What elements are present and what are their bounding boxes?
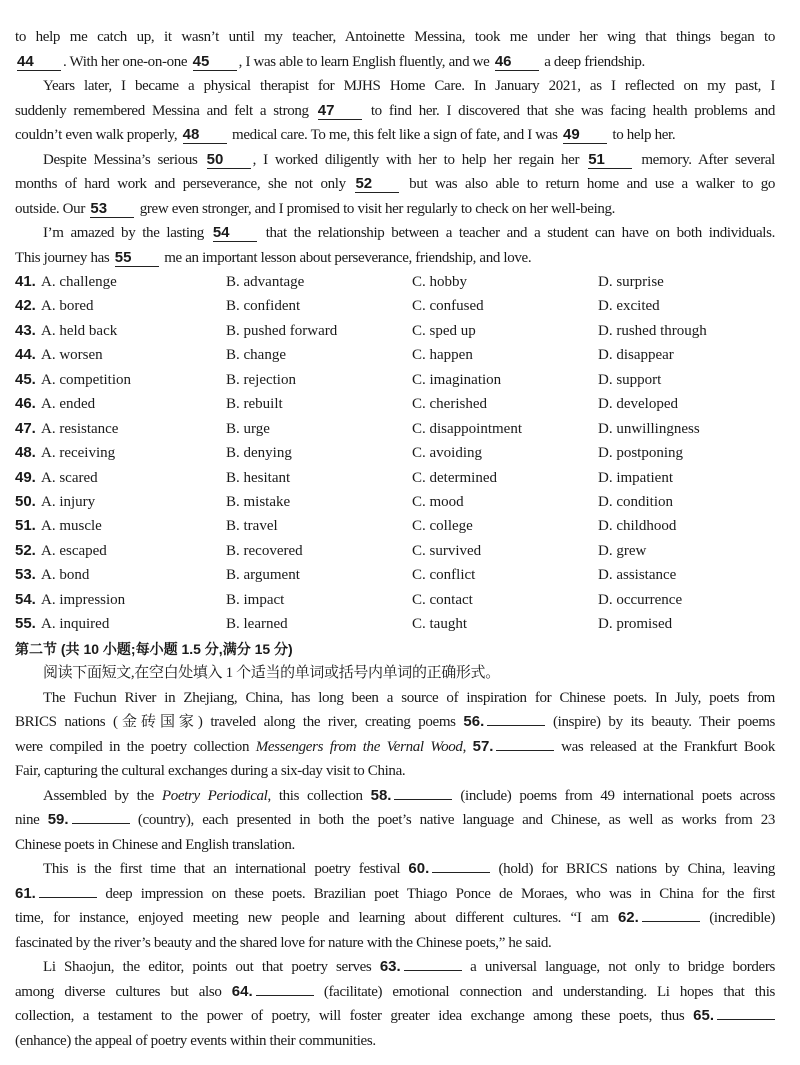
- text-line: [15, 148, 775, 173]
- question-options-row: [15, 294, 775, 318]
- question-number: 45.: [15, 370, 36, 388]
- question-options-row: [15, 343, 775, 367]
- line-text: (inspire) by its beauty. Their poems: [545, 714, 776, 731]
- line-text: I’m amazed by the lasting: [43, 225, 211, 241]
- option-a[interactable]: A. challenge: [41, 274, 117, 290]
- answer-blank[interactable]: 49: [563, 126, 607, 144]
- option-d[interactable]: D. excited: [598, 298, 660, 315]
- question-options-row: [15, 270, 775, 294]
- text-line: [15, 906, 775, 931]
- blank-number: 60.: [408, 860, 430, 878]
- line-text: me an important lesson about perseverance, friendship, and love.: [160, 249, 532, 266]
- question-number: 49.: [15, 468, 36, 486]
- text-line: [15, 759, 775, 784]
- text-line: [15, 661, 775, 686]
- line-text: that the relationship between a teacher and a student can have on both individuals.: [258, 225, 775, 241]
- option-b[interactable]: B. change: [226, 347, 286, 364]
- text-line: [15, 955, 775, 980]
- question-options-row: [15, 392, 775, 416]
- answer-blank[interactable]: 44: [17, 53, 61, 71]
- exam-page: [15, 25, 775, 1053]
- blank-line[interactable]: [487, 713, 545, 726]
- option-c[interactable]: C. imagination: [412, 371, 502, 388]
- option-a[interactable]: A. competition: [41, 371, 131, 388]
- line-text: fascinated by the river’s beauty and the shared love for nature with the Chinese poets,” he said.: [15, 934, 552, 951]
- blank-number: 57.: [472, 737, 494, 755]
- cloze-passage: [15, 25, 775, 270]
- answer-blank[interactable]: 50: [207, 151, 251, 169]
- text-line: [15, 50, 775, 75]
- option-c[interactable]: C. hobby: [412, 274, 468, 290]
- option-c[interactable]: C. disappointment: [412, 420, 522, 437]
- question-number: 41.: [15, 273, 36, 290]
- answer-blank[interactable]: 46: [495, 53, 539, 71]
- answer-blank[interactable]: 45: [193, 53, 237, 71]
- text-line: [15, 74, 775, 99]
- line-text: 阅读下面短文,在空白处填入 1 个适当的单词或括号内单词的正确形式。: [43, 665, 500, 682]
- line-text: (include) poems from 49 international poets across: [452, 787, 775, 804]
- text-line: [15, 710, 775, 735]
- blank-line[interactable]: [496, 738, 554, 751]
- line-text: were compiled in the poetry collection: [15, 738, 256, 755]
- option-c[interactable]: C. contact: [412, 591, 473, 608]
- option-b[interactable]: B. learned: [226, 616, 288, 633]
- option-d[interactable]: D. postponing: [598, 445, 684, 462]
- question-number: 52.: [15, 541, 36, 559]
- option-b[interactable]: B. urge: [226, 420, 270, 437]
- option-a[interactable]: A. resistance: [41, 420, 119, 437]
- line-text: , I was able to learn English fluently, and we: [238, 53, 493, 70]
- text-line: [15, 735, 775, 760]
- line-text: (facilitate) emotional connection and understanding. Li hopes that this: [313, 983, 775, 1000]
- text-line: [15, 686, 775, 711]
- line-text: Chinese poets in Chinese and English translation.: [15, 836, 295, 853]
- option-a[interactable]: A. ended: [41, 396, 96, 413]
- text-line: [15, 221, 775, 246]
- text-line: [15, 1029, 775, 1054]
- option-a[interactable]: A. worsen: [41, 347, 103, 364]
- option-a[interactable]: A. muscle: [41, 518, 102, 535]
- blank-line[interactable]: [717, 1007, 775, 1020]
- option-b[interactable]: B. denying: [226, 445, 292, 462]
- option-d[interactable]: D. developed: [598, 396, 678, 413]
- line-text: ,: [462, 738, 473, 755]
- question-options-row: [15, 490, 775, 514]
- question-number: 42.: [15, 297, 36, 315]
- option-c[interactable]: C. survived: [412, 542, 482, 559]
- blank-number: 59.: [47, 811, 69, 829]
- line-text: memory. After several: [634, 151, 775, 168]
- option-b[interactable]: B. travel: [226, 518, 278, 535]
- blank-number: 65.: [693, 1007, 714, 1025]
- answer-blank[interactable]: 54: [213, 224, 257, 242]
- text-line: [15, 882, 775, 907]
- line-text: (enhance) the appeal of poetry events within their communities.: [15, 1032, 376, 1049]
- answer-blank[interactable]: 55: [115, 249, 159, 267]
- option-b[interactable]: B. mistake: [226, 493, 291, 510]
- text-line: [15, 833, 775, 858]
- line-text: . With her one-on-one: [63, 53, 191, 70]
- option-d[interactable]: D. surprise: [598, 274, 664, 290]
- line-text: months of hard work and perseverance, she not only: [15, 176, 354, 192]
- blank-number: 58.: [370, 786, 392, 804]
- question-number: 55.: [15, 615, 36, 633]
- line-text: outside. Our: [15, 200, 89, 217]
- text-line: [15, 172, 775, 197]
- option-d[interactable]: D. rushed through: [598, 322, 707, 339]
- line-text: a universal language, not only to bridge borders: [461, 959, 775, 976]
- text-line: [15, 857, 775, 882]
- option-c[interactable]: C. taught: [412, 616, 467, 633]
- line-text: Assembled by the: [43, 787, 162, 804]
- options-list: [15, 270, 775, 637]
- option-a[interactable]: A. injury: [41, 493, 96, 510]
- question-options-row: [15, 588, 775, 612]
- line-text: 第二节 (共 10 小题;每小题 1.5 分,满分 15 分): [15, 640, 293, 657]
- option-c[interactable]: C. mood: [412, 493, 464, 510]
- blank-number: 62.: [617, 909, 639, 927]
- option-d[interactable]: D. unwillingness: [598, 420, 700, 437]
- line-text: suddenly remembered Messina and felt a strong: [15, 102, 316, 119]
- question-number: 51.: [15, 517, 36, 535]
- option-d[interactable]: D. condition: [598, 493, 673, 510]
- line-text: Fair, capturing the cultural exchanges during a six-day visit to China.: [15, 763, 406, 780]
- text-line: [15, 808, 775, 833]
- line-text: collection, a testament to the power of poetry, will foster greater idea exchange among these poets, thus: [15, 1008, 694, 1025]
- text-line: [15, 637, 775, 662]
- line-text: grew even stronger, and I promised to visit her regularly to check on her well-being.: [136, 200, 616, 217]
- line-text: was released at the Frankfurt Book: [554, 738, 775, 755]
- text-line: [15, 99, 775, 124]
- option-b[interactable]: B. hesitant: [226, 469, 291, 486]
- line-text: time, for instance, enjoyed meeting new people and learning about different cultures. “I am: [15, 910, 618, 927]
- line-text: The Fuchun River in Zhejiang, China, has long been a source of inspiration for Chinese poets. In July, poets from: [43, 689, 775, 706]
- line-text: Li Shaojun, the editor, points out that poetry serves: [43, 959, 380, 976]
- option-c[interactable]: C. avoiding: [412, 445, 482, 462]
- line-text: nine: [15, 812, 48, 829]
- question-number: 48.: [15, 444, 36, 462]
- option-d[interactable]: D. grew: [598, 542, 647, 559]
- blank-line[interactable]: [432, 860, 490, 873]
- option-b[interactable]: B. confident: [226, 298, 301, 315]
- option-a[interactable]: A. held back: [41, 322, 118, 339]
- line-text: , this collection: [267, 787, 371, 804]
- text-line: [15, 980, 775, 1005]
- blank-line[interactable]: [394, 787, 452, 800]
- line-text: deep impression on these poets. Brazilian poet Thiago Ponce de Moraes, who was in China for the first: [96, 885, 775, 902]
- line-text: to help me catch up, it wasn’t until my teacher, Antoinette Messina, took me under her wing that things began to: [15, 29, 775, 45]
- option-b[interactable]: B. rejection: [226, 371, 296, 388]
- option-a[interactable]: A. bored: [41, 298, 94, 315]
- option-c[interactable]: C. cherished: [412, 396, 487, 413]
- question-number: 43.: [15, 321, 36, 339]
- line-text: BRICS nations (金砖国家) traveled along the river, creating poems: [15, 714, 464, 731]
- option-a[interactable]: A. impression: [41, 591, 126, 608]
- line-text: to find her. I discovered that she was facing health problems and: [363, 102, 775, 119]
- blank-line[interactable]: [39, 885, 97, 898]
- answer-blank[interactable]: 47: [318, 102, 362, 120]
- line-text: (incredible): [699, 910, 775, 927]
- blank-number: 64.: [231, 982, 253, 1000]
- option-c[interactable]: C. happen: [412, 347, 473, 364]
- line-text: Years later, I became a physical therapist for MJHS Home Care. In January 2021, as I reflected on my past, I: [43, 78, 775, 94]
- question-options-row: [15, 563, 775, 587]
- question-options-row: [15, 514, 775, 538]
- option-d[interactable]: D. impatient: [598, 469, 673, 486]
- option-b[interactable]: B. recovered: [226, 542, 303, 559]
- line-text: This is the first time that an international poetry festival: [43, 861, 409, 878]
- option-d[interactable]: D. occurrence: [598, 591, 683, 608]
- text-line: [15, 246, 775, 271]
- line-text: medical care. To me, this felt like a sign of fate, and I was: [228, 127, 561, 143]
- option-a[interactable]: A. scared: [41, 469, 98, 486]
- option-c[interactable]: C. determined: [412, 469, 497, 486]
- blank-line[interactable]: [72, 811, 130, 824]
- answer-blank[interactable]: 52: [355, 175, 399, 193]
- option-b[interactable]: B. argument: [226, 567, 300, 584]
- option-a[interactable]: A. escaped: [41, 542, 107, 559]
- option-a[interactable]: A. bond: [41, 567, 90, 584]
- option-a[interactable]: A. inquired: [41, 616, 110, 633]
- line-text: , I worked diligently with her to help her regain her: [252, 151, 587, 168]
- question-number: 46.: [15, 395, 36, 413]
- blank-line[interactable]: [256, 983, 314, 996]
- question-number: 53.: [15, 566, 36, 584]
- answer-blank[interactable]: 53: [90, 200, 134, 218]
- blank-line[interactable]: [642, 909, 700, 922]
- question-options-row: [15, 417, 775, 441]
- question-number: 47.: [15, 419, 36, 437]
- question-options-row: [15, 319, 775, 343]
- grammar-fill-passage: [15, 637, 775, 1054]
- option-a[interactable]: A. receiving: [41, 445, 116, 462]
- blank-number: 61.: [15, 884, 36, 902]
- option-c[interactable]: C. conflict: [412, 567, 476, 584]
- text-line: [15, 1004, 775, 1029]
- line-text: among diverse cultures but also: [15, 983, 232, 1000]
- option-b[interactable]: B. pushed forward: [226, 322, 338, 339]
- italic-title: Messengers from the Vernal Wood: [255, 738, 463, 755]
- blank-number: 56.: [463, 713, 485, 731]
- question-number: 50.: [15, 492, 36, 510]
- line-text: couldn’t even walk properly,: [15, 127, 181, 143]
- answer-blank[interactable]: 48: [183, 126, 227, 144]
- line-text: Despite Messina’s serious: [43, 151, 205, 168]
- option-b[interactable]: B. impact: [226, 591, 285, 608]
- line-text: (hold) for BRICS nations by China, leaving: [490, 861, 776, 878]
- line-text: This journey has: [15, 249, 113, 266]
- option-d[interactable]: D. promised: [598, 616, 673, 633]
- line-text: to help her.: [608, 127, 676, 143]
- question-options-row: [15, 539, 775, 563]
- line-text: (country), each presented in both the poet’s native language and Chinese, as well as works from 23: [129, 812, 775, 829]
- option-c[interactable]: C. college: [412, 518, 473, 535]
- question-options-row: [15, 612, 775, 636]
- answer-blank[interactable]: 51: [588, 151, 632, 169]
- option-d[interactable]: D. assistance: [598, 567, 677, 584]
- line-text: a deep friendship.: [540, 53, 645, 70]
- question-options-row: [15, 368, 775, 392]
- question-options-row: [15, 441, 775, 465]
- blank-number: 63.: [379, 958, 401, 976]
- option-c[interactable]: C. sped up: [412, 322, 476, 339]
- question-number: 54.: [15, 590, 36, 608]
- option-d[interactable]: D. childhood: [598, 518, 677, 535]
- option-d[interactable]: D. support: [598, 371, 662, 388]
- blank-line[interactable]: [404, 958, 462, 971]
- text-line: [15, 931, 775, 956]
- line-text: but was also able to return home and use a walker to go: [401, 176, 776, 192]
- italic-title: Poetry Periodical: [161, 787, 268, 804]
- option-c[interactable]: C. confused: [412, 298, 484, 315]
- question-options-row: [15, 466, 775, 490]
- text-line: [15, 784, 775, 809]
- text-line: [15, 25, 775, 50]
- option-b[interactable]: B. advantage: [226, 274, 305, 290]
- text-line: [15, 123, 775, 148]
- question-number: 44.: [15, 346, 36, 364]
- option-d[interactable]: D. disappear: [598, 347, 674, 364]
- text-line: [15, 197, 775, 222]
- option-b[interactable]: B. rebuilt: [226, 396, 283, 413]
